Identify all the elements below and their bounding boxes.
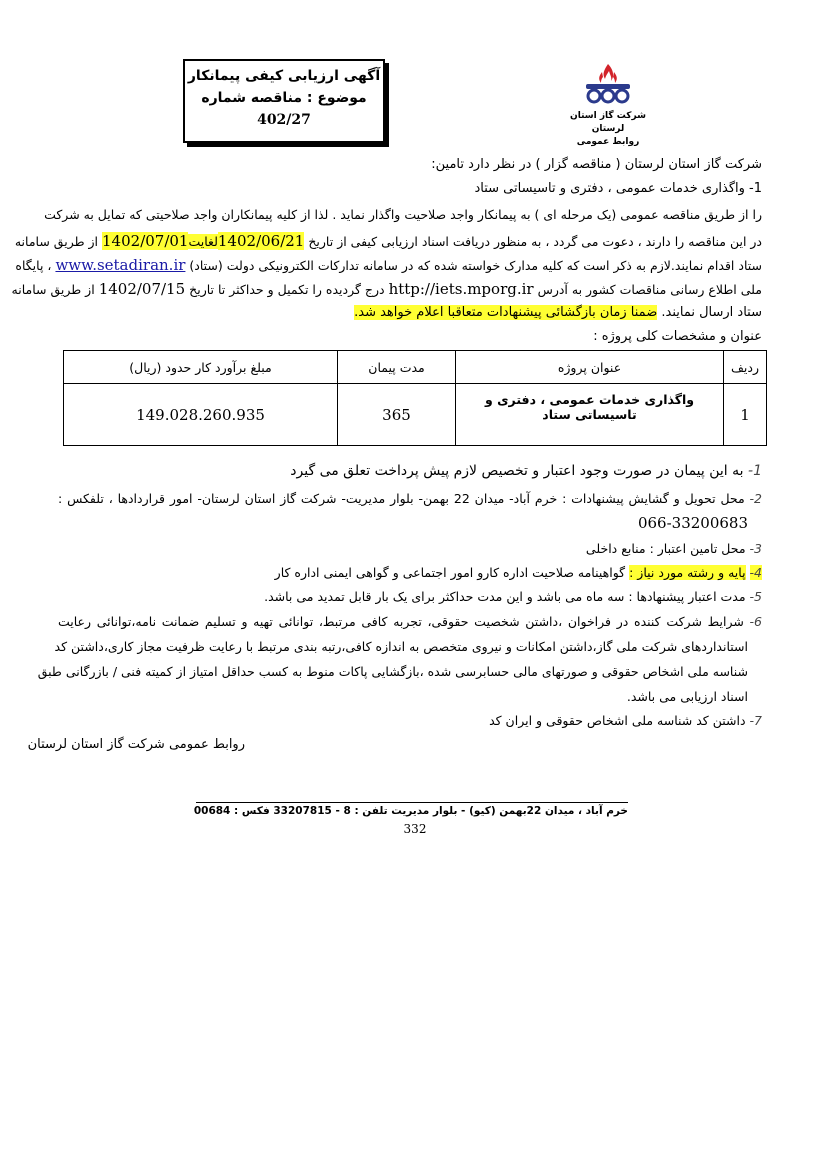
table-header-row xyxy=(64,351,767,384)
condition-number: 2- xyxy=(749,491,762,506)
condition-text: مدت اعتبار پیشنهادها : سه ماه می باشد و این مدت حداکثر برای یک بار قابل تمدید می باشد. xyxy=(264,589,746,604)
col-header-amount: مبلغ برآورد کار حدود (ریال) xyxy=(64,351,338,384)
cell-index: 1 xyxy=(724,384,767,446)
footer-address: خرم آباد ، میدان 22بهمن (کیو) - بلوار مدیریت تلفن : 8 - 33207815 فکس : 00684 xyxy=(193,805,628,817)
intro-line-6-text-a: ملی اطلاع رسانی مناقصات کشور به آدرس xyxy=(537,282,762,297)
intro-line-1: شرکت گاز استان لرستان ( مناقصه گزار ) در نظر دارد تامین: xyxy=(431,157,762,172)
intro-line-3: را از طریق مناقصه عمومی (یک مرحله ای ) به پیمانکار واجد صلاحیت واگذار نماید . لذا از کلیه پیمانکاران واجد صلاحیتی که تمایل به شرکت xyxy=(44,207,762,222)
announcement-subject: موضوع : مناقصه شماره xyxy=(201,90,367,106)
intro-line-7 xyxy=(354,305,762,320)
intro-line-4-text-c: از طریق سامانه xyxy=(14,234,99,249)
intro-line-5 xyxy=(15,256,762,274)
condition-number: 6- xyxy=(749,614,762,629)
intro-line-6-text-c: از طریق سامانه xyxy=(11,282,95,297)
cell-title: واگذاری خدمات عمومی ، دفتری و تاسیساتی ستاد xyxy=(456,384,724,446)
col-header-duration: مدت پیمان xyxy=(338,351,456,384)
condition-3 xyxy=(586,541,762,556)
condition-6-line-1 xyxy=(58,614,762,629)
condition-text: محل تحویل و گشایش پیشنهادات : خرم آباد- میدان 22 بهمن- بلوار مدیریت- شرکت گاز استان لرستان- امور قراردادها ، تلفکس : xyxy=(58,491,745,506)
signature: روابط عمومی شرکت گاز استان لرستان xyxy=(27,737,245,752)
footer-divider xyxy=(196,802,628,803)
condition-1 xyxy=(290,463,762,479)
intro-line-4 xyxy=(14,232,762,250)
condition-5 xyxy=(264,589,762,604)
setad-link[interactable]: www.setadiran.ir xyxy=(55,256,186,274)
intro-line-4-text-a: در این مناقصه را دارند ، دعوت می گردد ، به منظور دریافت اسناد ارزیابی کیفی از تاریخ xyxy=(308,234,762,249)
project-table xyxy=(63,350,767,446)
condition-text: شرایط شرکت کننده در فراخوان ،داشتن شخصیت حقوقی، تجربه کافی مرتبط، توانائی تهیه و تسلیم ضمانت نامه،توانائی رعایت xyxy=(58,614,744,629)
opening-notice: ضمنا زمان بازگشائی پیشنهادات متعاقبا اعلام خواهد شد. xyxy=(354,305,658,320)
condition-highlight: پایه و رشته مورد نیاز : xyxy=(629,565,746,580)
condition-number: 1- xyxy=(748,463,762,479)
condition-text: داشتن کد شناسه ملی اشخاص حقوقی و ایران کد xyxy=(489,713,746,728)
condition-number: 3- xyxy=(749,541,762,556)
intro-line-5-text-a: ستاد اقدام نمایند.لازم به ذکر است که کلیه مدارک خواسته شده که در سامانه تدارکات الکترونیکی دولت (ستاد) xyxy=(189,258,762,273)
intro-line-6 xyxy=(11,280,762,298)
iets-link[interactable]: http://iets.mporg.ir xyxy=(388,280,534,298)
condition-7 xyxy=(489,713,762,728)
deadline-date: 1402/07/15 xyxy=(98,280,186,298)
announcement-title-box xyxy=(183,59,385,143)
intro-line-8: عنوان و مشخصات کلی پروژه : xyxy=(593,329,762,344)
date-from: 1402/06/21 xyxy=(217,232,305,250)
cell-amount: 149.028.260.935 xyxy=(64,384,338,446)
condition-2 xyxy=(58,491,762,506)
date-to: 1402/07/01 xyxy=(102,232,189,250)
intro-line-6-text-b: درج گردیده را تکمیل و حداکثر تا تاریخ xyxy=(189,282,385,297)
condition-number: 5- xyxy=(749,589,762,604)
tender-number: 402/27 xyxy=(257,112,311,128)
announcement-title: آگهی ارزیابی کیفی پیمانکار xyxy=(187,68,381,84)
condition-6-line-2: استانداردهای شرکت ملی گاز،داشتن امکانات و نیروی متخصص به اندازه کافی،رتبه بندی مرتبط با رعایت ظرفیت مجاز کاری،داشتن کد xyxy=(54,639,748,654)
gas-company-emblem-icon xyxy=(578,62,638,106)
until-word: لغایت xyxy=(188,234,218,249)
condition-6-line-4: اسناد ارزیابی می باشد. xyxy=(626,689,748,704)
col-header-index: ردیف xyxy=(724,351,767,384)
intro-line-2: 1- واگذاری خدمات عمومی ، دفتری و تاسیساتی ستاد xyxy=(474,181,762,196)
intro-line-7-text-a: ستاد ارسال نمایند. xyxy=(661,305,762,320)
condition-6-line-3: شناسه ملی اشخاص حقوقی و صورتهای مالی حسابرسی شده ،بازگشایی پاکات منوط به کسب حداقل امتیاز از کمیته فنی / بازرگانی طبق xyxy=(37,664,748,679)
page-number: 332 xyxy=(403,822,427,836)
condition-text: به این پیمان در صورت وجود اعتبار و تخصیص لازم پیش پرداخت تعلق می گیرد xyxy=(290,463,744,479)
intro-line-5-text-b: ، پایگاه xyxy=(15,258,52,273)
condition-2-phone: 066-33200683 xyxy=(637,514,748,532)
col-header-title: عنوان پروژه xyxy=(456,351,724,384)
condition-number: 4- xyxy=(749,565,762,580)
condition-text: گواهینامه صلاحیت اداره کارو امور اجتماعی و گواهی ایمنی اداره کار xyxy=(274,565,626,580)
condition-4 xyxy=(275,565,762,580)
table-row xyxy=(64,384,767,446)
org-name: شرکت گاز استان لرستان xyxy=(570,111,646,134)
org-dept: روابط عمومی xyxy=(576,137,640,147)
cell-duration: 365 xyxy=(338,384,456,446)
condition-text: محل تامین اعتبار : منابع داخلی xyxy=(585,541,746,556)
condition-number: 7- xyxy=(749,713,762,728)
company-logo xyxy=(560,62,656,149)
